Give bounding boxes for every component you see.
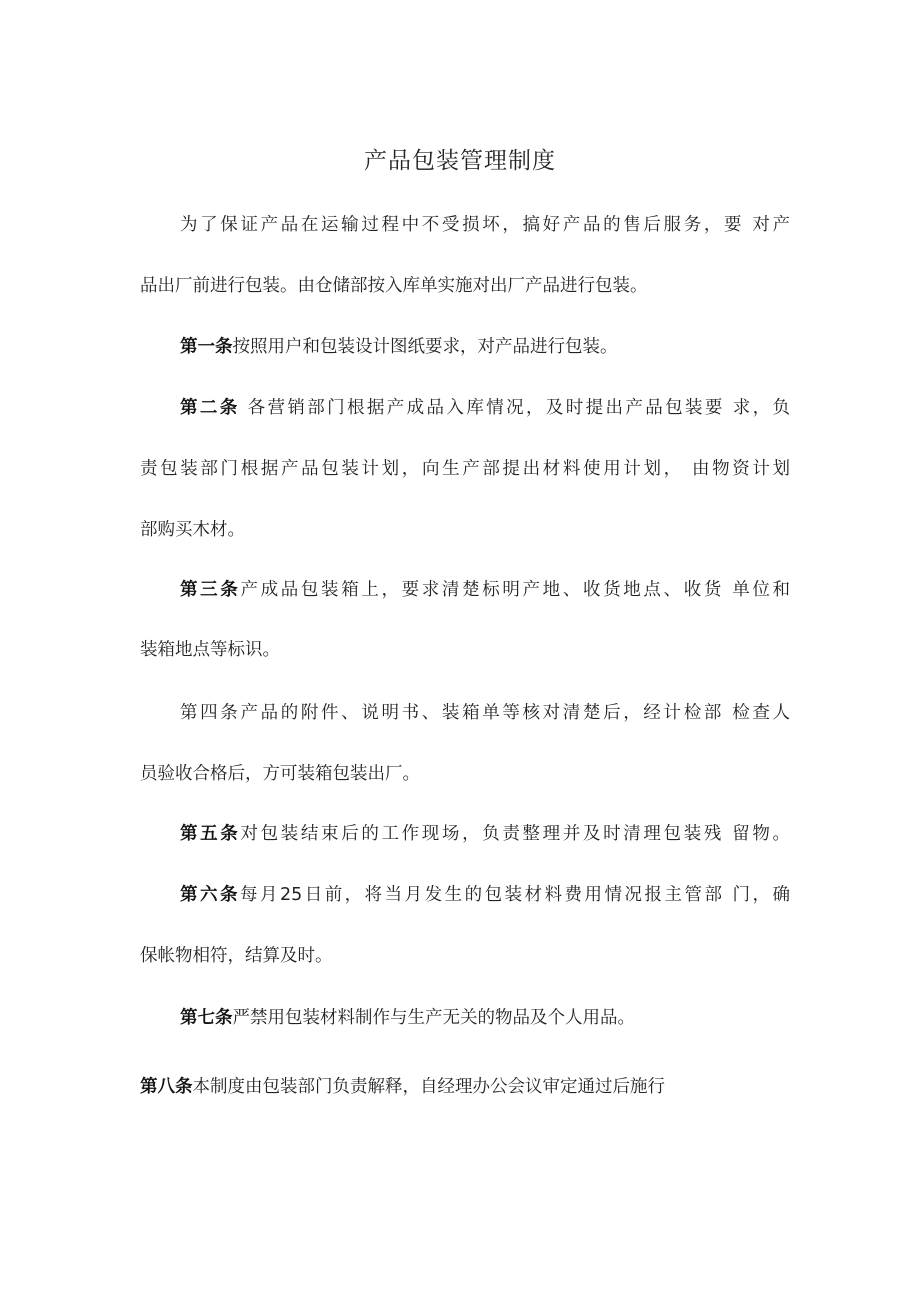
article-1-label: 第一条 [180,337,233,357]
article-3-text-1: 产成品包装箱上，要求清楚标明产地、收货地点、收货 单位和 [240,580,791,600]
intro-line-1: 为了保证产品在运输过程中不受损坏，搞好产品的售后服务，要 对产 [180,215,790,235]
article-5-text-1: 对包装结束后的工作现场，负责整理并及时清理包装残 留物。 [240,824,791,844]
article-4-line-1: 第四条产品的附件、说明书、装箱单等核对清楚后，经计检部 检查人 [180,703,790,723]
article-8-text-1: 本制度由包装部门负责解释，自经理办公会议审定通过后施行 [192,1077,665,1097]
article-7-label: 第七条 [180,1008,233,1028]
article-3-line-1 [180,578,790,602]
article-8-line-1 [140,1075,790,1099]
article-5-line-1 [180,822,790,846]
article-7-line-1 [180,1006,790,1030]
article-6-text-1: 每月25日前，将当月发生的包装材料费用情况报主管部 门，确 [239,885,790,905]
article-8-label: 第八条 [140,1077,193,1097]
article-3-label: 第三条 [180,580,241,600]
article-4-line-2: 员验收合格后，方可装箱包装出厂。 [140,764,420,784]
article-2-line-2: 责包装部门根据产品包装计划，向生产部提出材料使用计划， 由物资计划 [140,459,790,479]
article-2-label: 第二条 [180,398,240,418]
document-title: 产品包装管理制度 [364,148,556,174]
article-1-text: 按照用户和包装设计图纸要求，对产品进行包装。 [232,337,618,357]
article-5-label: 第五条 [180,824,241,844]
intro-line-2: 品出厂前进行包装。由仓储部按入库单实施对出厂产品进行包装。 [140,276,648,296]
article-3-line-2: 装箱地点等标识。 [140,640,280,660]
article-1-line-1 [180,335,790,359]
article-6-line-1 [180,883,790,907]
article-2-text-1: 各营销部门根据产成品入库情况，及时提出产品包装要 求，负 [239,398,791,418]
article-6-label: 第六条 [180,885,240,905]
article-6-line-2: 保帐物相符，结算及时。 [140,946,333,966]
article-2-line-3: 部购买木材。 [140,520,245,540]
article-2-line-1 [180,396,790,420]
article-7-text-1: 严禁用包装材料制作与生产无关的物品及个人用品。 [232,1008,635,1028]
